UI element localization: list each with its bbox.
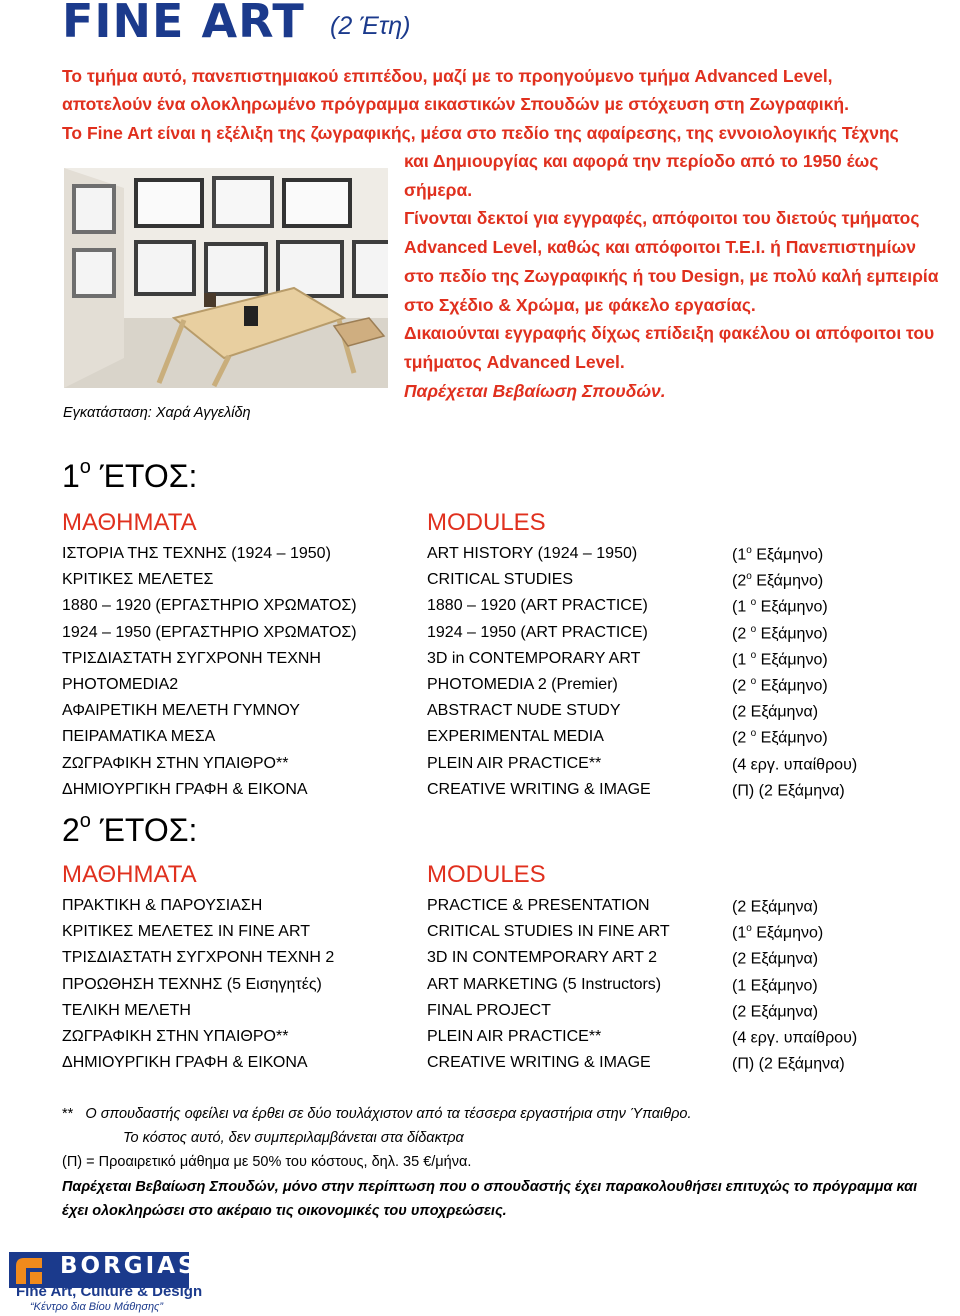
year1-course-gr: ΠΕΙΡΑΜΑΤΙΚΑ ΜΕΣΑ bbox=[62, 728, 216, 746]
year2-course-en: 3D IN CONTEMPORARY ART 2 bbox=[427, 949, 657, 967]
footnote-2: Το κόστος αυτό, δεν συμπεριλαμβάνεται στα δίδακτρα bbox=[123, 1130, 464, 1146]
year1-course-gr: ΚΡΙΤΙΚΕΣ ΜΕΛΕΤΕΣ bbox=[62, 571, 214, 589]
duration-text: (2 bbox=[732, 729, 751, 747]
year2-courses-heading-gr: ΜΑΘΗΜΑΤΑ bbox=[62, 861, 197, 888]
duration-ordinal: ο bbox=[750, 728, 757, 740]
year2-course-duration bbox=[732, 1028, 857, 1047]
year1-ordinal: ο bbox=[79, 456, 91, 478]
installation-photo-graphic bbox=[64, 168, 388, 388]
duration-ordinal: ο bbox=[750, 623, 757, 635]
logo-mark-icon bbox=[14, 1256, 44, 1284]
year2-number: 2 bbox=[62, 812, 80, 848]
year2-course-gr: ΤΡΙΣΔΙΑΣΤΑΤΗ ΣΥΓΧΡΟΝΗ ΤΕΧΝΗ 2 bbox=[62, 949, 335, 967]
duration-unit: Εξάμηνο) bbox=[756, 651, 828, 669]
duration-unit: Εξάμηνο) bbox=[751, 546, 824, 564]
duration-text: (2 bbox=[732, 572, 747, 590]
year2-label: ΈΤΟΣ: bbox=[99, 812, 198, 848]
year1-course-duration bbox=[732, 702, 818, 721]
year1-course-en: CREATIVE WRITING & IMAGE bbox=[427, 780, 651, 798]
year2-ordinal: ο bbox=[79, 810, 91, 832]
duration-text: (2 bbox=[732, 677, 751, 695]
logo-tagline: Fine Art, Culture & Design bbox=[16, 1283, 203, 1300]
intro-line-3: Το Fine Art είναι η εξέλιξη της ζωγραφικής, μέσα στο πεδίο της αφαίρεσης, της εννοιολογικής Τέχνης bbox=[62, 123, 899, 143]
year2-course-gr: ΠΡΑΚΤΙΚΗ & ΠΑΡΟΥΣΙΑΣΗ bbox=[62, 897, 263, 914]
year1-course-duration bbox=[732, 545, 823, 564]
year2-course-en: PRACTICE & PRESENTATION bbox=[427, 897, 650, 914]
duration-unit: Εξάμηνο) bbox=[751, 924, 824, 942]
intro-line-6: Γίνονται δεκτοί για εγγραφές, απόφοιτοι του διετούς τμήματος bbox=[404, 208, 920, 228]
year2-course-duration bbox=[732, 976, 818, 995]
duration-ordinal: ο bbox=[746, 545, 752, 556]
year1-course-en: EXPERIMENTAL MEDIA bbox=[427, 728, 604, 746]
year2-course-en: CRITICAL STUDIES IN FINE ART bbox=[427, 923, 670, 941]
year2-course-gr: ΔΗΜΙΟΥΡΓΙΚΗ ΓΡΑΦΗ & ΕΙΚΟΝΑ bbox=[62, 1054, 308, 1072]
year2-course-duration bbox=[732, 1002, 818, 1021]
year1-course-en: 1880 – 1920 (ART PRACTICE) bbox=[427, 597, 648, 615]
year2-course-en: PLEIN AIR PRACTICE** bbox=[427, 1028, 602, 1045]
intro-line-9: στο Σχέδιο & Χρώμα, με φάκελο εργασίας. bbox=[404, 295, 756, 315]
year2-course-en: CREATIVE WRITING & IMAGE bbox=[427, 1054, 651, 1072]
year2-courses-heading-en: MODULES bbox=[427, 861, 546, 888]
year1-course-en: CRITICAL STUDIES bbox=[427, 571, 574, 589]
year1-course-duration bbox=[732, 676, 828, 695]
photo-caption: Εγκατάσταση: Χαρά Αγγελίδη bbox=[63, 405, 251, 421]
year2-course-gr: ΠΡΟΩΘΗΣΗ ΤΕΧΝΗΣ (5 Εισηγητές) bbox=[62, 975, 322, 993]
duration-text: (2 Εξάμηνα) bbox=[732, 703, 819, 721]
duration-text: (1 bbox=[732, 651, 751, 669]
year2-course-gr: ΤΕΛΙΚΗ ΜΕΛΕΤΗ bbox=[62, 1001, 191, 1019]
year1-course-duration bbox=[732, 781, 845, 800]
year1-course-duration bbox=[732, 728, 828, 747]
duration-text: (4 εργ. υπαίθρου) bbox=[732, 755, 858, 773]
duration-ordinal: ο bbox=[750, 676, 757, 687]
logo-name: BORGIAS bbox=[60, 1253, 198, 1279]
year1-courses-heading-en: MODULES bbox=[427, 509, 546, 536]
year1-course-en: PLEIN AIR PRACTICE** bbox=[427, 754, 602, 772]
year1-number: 1 bbox=[62, 458, 80, 494]
year1-course-gr: ΙΣΤΟΡΙΑ ΤΗΣ ΤΕΧΝΗΣ (1924 – 1950) bbox=[62, 545, 331, 562]
year1-course-en: ART HISTORY (1924 – 1950) bbox=[427, 545, 638, 562]
year1-course-gr: PHOTOMEDIA2 bbox=[62, 676, 179, 693]
year2-title bbox=[62, 810, 197, 849]
year2-course-duration bbox=[732, 897, 818, 916]
year2-course-gr: ΚΡΙΤΙΚΕΣ ΜΕΛΕΤΕΣ IN FINE ART bbox=[62, 923, 310, 941]
year2-course-duration bbox=[732, 1054, 845, 1073]
installation-photo bbox=[64, 168, 388, 388]
footnote-5: έχει ολοκληρώσει στο ακέραιο τις οικονομικές του υποχρεώσεις. bbox=[62, 1203, 507, 1219]
year1-label: ΈΤΟΣ: bbox=[99, 458, 198, 494]
footnote-marker: ** bbox=[62, 1106, 74, 1122]
logo-slogan: “Κέντρο δια Βίου Μάθησης” bbox=[30, 1301, 164, 1313]
intro-line-12: Παρέχεται Βεβαίωση Σπουδών. bbox=[404, 381, 666, 401]
intro-line-10: Δικαιούνται εγγραφής δίχως επίδειξη φακέλου οι απόφοιτοι του bbox=[404, 323, 935, 343]
duration-unit: Εξάμηνο) bbox=[756, 677, 828, 695]
duration-text: (2 bbox=[732, 624, 751, 642]
year1-course-duration bbox=[732, 571, 823, 590]
year1-course-gr: ΑΦΑΙΡΕΤΙΚΗ ΜΕΛΕΤΗ ΓΥΜΝΟΥ bbox=[62, 702, 300, 720]
duration-ordinal: ο bbox=[746, 923, 752, 935]
duration-text: (1 bbox=[732, 598, 751, 616]
footnote-1-text: Ο σπουδαστής οφείλει να έρθει σε δύο τουλάχιστον από τα τέσσερα εργαστήρια στην Ύπαιθρο. bbox=[85, 1106, 692, 1122]
year1-course-gr: 1880 – 1920 (ΕΡΓΑΣΤΗΡΙΟ ΧΡΩΜΑΤΟΣ) bbox=[62, 597, 357, 615]
year1-course-gr: ΔΗΜΙΟΥΡΓΙΚΗ ΓΡΑΦΗ & ΕΙΚΟΝΑ bbox=[62, 780, 308, 798]
year1-course-duration bbox=[732, 624, 828, 643]
duration-unit: Εξάμηνο) bbox=[756, 598, 828, 616]
footnote-4: Παρέχεται Βεβαίωση Σπουδών, μόνο στην περίπτωση που ο σπουδαστής έχει παρακολουθήσει επιτυχώς το πρόγραμμα και bbox=[62, 1179, 918, 1195]
footnote-1 bbox=[62, 1106, 692, 1122]
duration-unit: Εξάμηνο) bbox=[751, 572, 824, 590]
year1-course-duration bbox=[732, 755, 857, 774]
page-title: FINE ART bbox=[62, 0, 305, 48]
year1-course-duration bbox=[732, 650, 828, 669]
duration-text: (2 Εξάμηνα) bbox=[732, 898, 819, 916]
duration-text: (2 Εξάμηνα) bbox=[732, 1003, 819, 1021]
intro-line-11: τμήματος Advanced Level. bbox=[404, 352, 625, 372]
page-subtitle: (2 Έτη) bbox=[330, 12, 411, 40]
year1-course-gr: 1924 – 1950 (ΕΡΓΑΣΤΗΡΙΟ ΧΡΩΜΑΤΟΣ) bbox=[62, 623, 357, 641]
duration-unit: Εξάμηνο) bbox=[756, 624, 828, 642]
year1-course-en: ABSTRACT NUDE STUDY bbox=[427, 702, 621, 720]
duration-ordinal: ο bbox=[750, 649, 757, 661]
year2-course-en: FINAL PROJECT bbox=[427, 1001, 551, 1019]
duration-text: (1 Εξάμηνο) bbox=[732, 976, 818, 994]
year2-course-en: ART MARKETING (5 Instructors) bbox=[427, 975, 662, 993]
year1-course-gr: ΖΩΓΡΑΦΙΚΗ ΣΤΗΝ ΥΠΑΙΘΡΟ** bbox=[62, 754, 289, 772]
intro-line-7: Advanced Level, καθώς και απόφοιτοι Τ.Ε.Ι. ή Πανεπιστημίων bbox=[404, 237, 916, 257]
intro-line-2: αποτελούν ένα ολοκληρωμένο πρόγραμμα εικαστικών Σπουδών με στόχευση στη Ζωγραφική. bbox=[62, 94, 849, 114]
year2-course-duration bbox=[732, 923, 823, 942]
intro-line-8: στο πεδίο της Ζωγραφικής ή του Design, με πολύ καλή εμπειρία bbox=[404, 266, 939, 286]
intro-line-5: σήμερα. bbox=[404, 180, 473, 200]
year1-course-gr: ΤΡΙΣΔΙΑΣΤΑΤΗ ΣΥΓΧΡΟΝΗ ΤΕΧΝΗ bbox=[62, 649, 321, 667]
year1-course-en: PHOTOMEDIA 2 (Premier) bbox=[427, 676, 618, 693]
duration-text: (4 εργ. υπαίθρου) bbox=[732, 1029, 858, 1047]
footnote-3: (Π) = Προαιρετικό μάθημα με 50% του κόστους, δηλ. 35 €/μήνα. bbox=[62, 1154, 472, 1170]
duration-ordinal: ο bbox=[750, 597, 757, 609]
year1-title bbox=[62, 456, 197, 495]
year1-course-duration bbox=[732, 597, 828, 616]
duration-text: (1 bbox=[732, 546, 747, 564]
duration-ordinal: ο bbox=[746, 571, 752, 583]
year2-course-duration bbox=[732, 949, 818, 968]
duration-text: (Π) (2 Εξάμηνα) bbox=[732, 1055, 845, 1073]
year2-course-gr: ΖΩΓΡΑΦΙΚΗ ΣΤΗΝ ΥΠΑΙΘΡΟ** bbox=[62, 1028, 289, 1045]
intro-line-1: Το τμήμα αυτό, πανεπιστημιακού επιπέδου, μαζί με το προηγούμενο τμήμα Advanced Level, bbox=[62, 66, 833, 86]
duration-unit: Εξάμηνο) bbox=[756, 729, 828, 747]
duration-text: (2 Εξάμηνα) bbox=[732, 950, 819, 968]
year1-course-en: 3D in CONTEMPORARY ART bbox=[427, 649, 641, 667]
year1-course-en: 1924 – 1950 (ART PRACTICE) bbox=[427, 623, 648, 641]
year1-courses-heading-gr: ΜΑΘΗΜΑΤΑ bbox=[62, 509, 197, 536]
duration-text: (Π) (2 Εξάμηνα) bbox=[732, 782, 845, 800]
intro-line-4: και Δημιουργίας και αφορά την περίοδο από το 1950 έως bbox=[404, 151, 879, 171]
duration-text: (1 bbox=[732, 924, 747, 942]
